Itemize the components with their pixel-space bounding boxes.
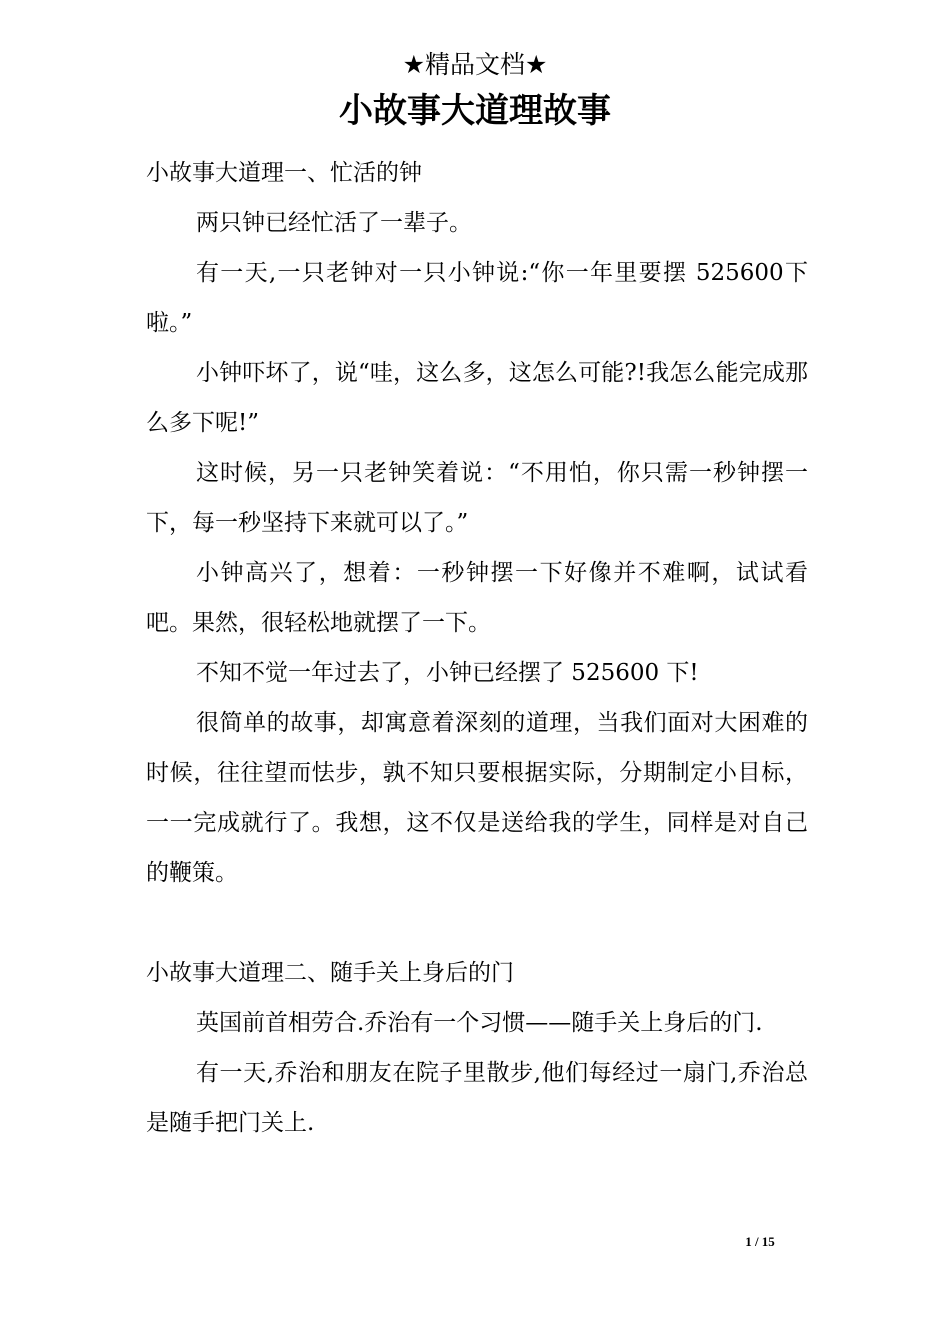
page-number: 1 / 15 bbox=[745, 1234, 775, 1249]
section-heading: 小故事大道理一、忙活的钟 bbox=[146, 160, 422, 186]
paragraph: 有一天,一只老钟对一只小钟说:“你一年里要摆 525600下啦。” bbox=[146, 260, 808, 336]
paragraph: 小钟吓坏了，说“哇，这么多，这怎么可能?!我怎么能完成那么多下呢!” bbox=[146, 360, 808, 436]
section-heading: 小故事大道理二、随手关上身后的门 bbox=[146, 960, 514, 986]
paragraph: 两只钟已经忙活了一辈子。 bbox=[196, 210, 472, 236]
section-spacer bbox=[146, 898, 808, 948]
paragraph: 这时候，另一只老钟笑着说：“不用怕，你只需一秒钟摆一下，每一秒坚持下来就可以了。” bbox=[146, 460, 808, 536]
paragraph: 有一天,乔治和朋友在院子里散步,他们每经过一扇门,乔治总是随手把门关上. bbox=[146, 1060, 808, 1136]
document-title: 小故事大道理故事 bbox=[339, 91, 611, 131]
paragraph: 英国前首相劳合.乔治有一个习惯——随手关上身后的门. bbox=[196, 1010, 763, 1036]
paragraph: 很简单的故事，却寓意着深刻的道理，当我们面对大困难的时候，往往望而怯步，孰不知只要根据实际，分期制定小目标，一一完成就行了。我想，这不仅是送给我的学生，同样是对自己的鞭策。 bbox=[146, 710, 808, 886]
paragraph: 小钟高兴了，想着：一秒钟摆一下好像并不难啊，试试看吧。果然，很轻松地就摆了一下。 bbox=[146, 560, 808, 636]
paragraph: 不知不觉一年过去了，小钟已经摆了 525600 下! bbox=[196, 660, 699, 686]
header-mark: ★精品文档★ bbox=[402, 50, 548, 79]
document-body bbox=[146, 148, 808, 1148]
